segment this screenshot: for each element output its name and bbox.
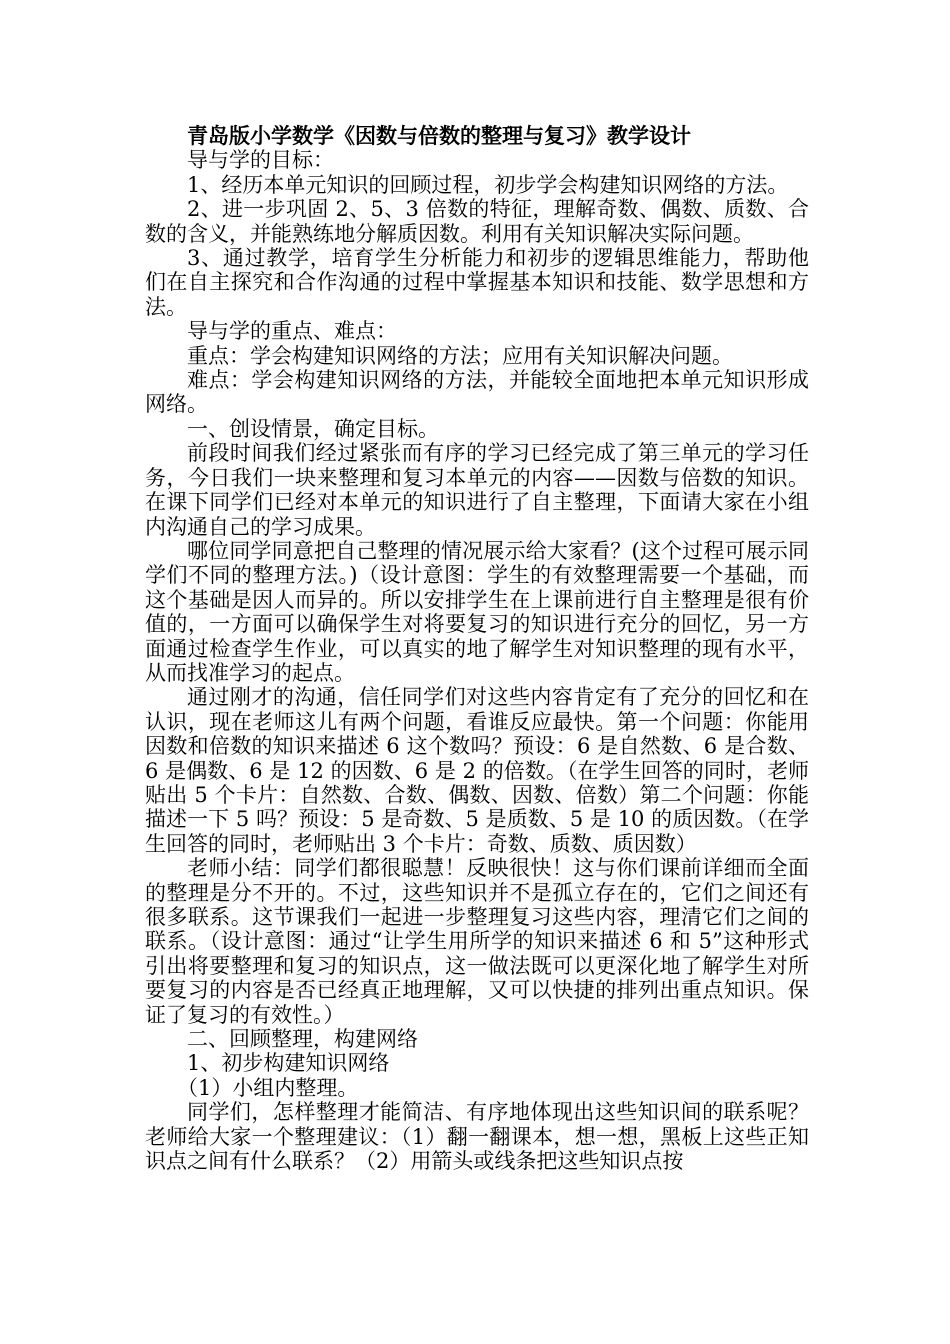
document-page: [145, 124, 809, 1173]
body-paragraph: 同学们，怎样整理才能简洁、有序地体现出这些知识间的联系呢？老师给大家一个整理建议：（1）翻一翻课本，想一想，黑板上这些正知识点之间有什么联系？（2）用箭头或线条把这些知识点按: [145, 1100, 809, 1174]
goal-item-3: 3、通过教学，培育学生分析能力和初步的逻辑思维能力，帮助他们在自主探究和合作沟通的过程中掌握基本知识和技能、数学思想和方法。: [145, 246, 809, 319]
goal-item-1: 1、经历本单元知识的回顾过程，初步学会构建知识网络的方法。: [187, 172, 789, 197]
body-paragraph: 老师小结：同学们都很聪慧！反映很快！这与你们课前详细而全面的整理是分不开的。不过，这些知识并不是孤立存在的，它们之间还有很多联系。这节课我们一起进一步整理复习这些内容，理清它们之间的联系。（设计意图：通过“让学生用所学的知识来描述 6 和 5”这种形式引出将要整理和复习的知识点，这一做法既可以更深化地了解学生对所要复习的内容是否已经真正地理解，又可以快捷的排列出重点知识。保证了复习的有效性。）: [145, 856, 809, 1027]
section-heading-1: 一、创设情景，确定目标。: [187, 416, 439, 441]
key-point-paragraph: 重点：学会构建知识网络的方法；应用有关知识解决问题。: [187, 343, 733, 368]
difficult-point-paragraph: 难点：学会构建知识网络的方法，并能较全面地把本单元知识形成网络。: [145, 368, 809, 417]
subsection-heading: （1）小组内整理。: [177, 1075, 359, 1100]
section-heading-goals: 导与学的目标：: [187, 148, 334, 173]
body-paragraph: 前段时间我们经过紧张而有序的学习已经完成了第三单元的学习任务，今日我们一块来整理和复习本单元的内容——因数与倍数的知识。在课下同学们已经对本单元的知识进行了自主整理，下面请大家在小组内沟通自己的学习成果。: [145, 441, 809, 539]
section-heading-key-points: 导与学的重点、难点：: [187, 319, 397, 344]
subsection-heading: 1、初步构建知识网络: [187, 1051, 390, 1076]
body-paragraph: 通过刚才的沟通，信任同学们对这些内容肯定有了充分的回忆和在认识，现在老师这儿有两个问题，看谁反应最快。第一个问题：你能用因数和倍数的知识来描述 6 这个数吗？预设：6 是自然数、6 是合数、6 是偶数、6 是 12 的因数、6 是 2 的倍数。（在学生回答的同时，老师贴出 5 个卡片：自然数、合数、偶数、因数、倍数）第二个问题：你能描述一下 5 吗？预设：5 是奇数、5 是质数、5 是 10 的质因数。（在学生回答的同时，老师贴出 3 个卡片：奇数、质数、质因数）: [145, 685, 809, 856]
goal-item-2: 2、进一步巩固 2、5、3 倍数的特征，理解奇数、偶数、质数、合数的含义，并能熟练地分解质因数。利用有关知识解决实际问题。: [145, 197, 809, 246]
body-paragraph: 哪位同学同意把自己整理的情况展示给大家看？(这个过程可展示同学们不同的整理方法。)（设计意图：学生的有效整理需要一个基础，而这个基础是因人而异的。所以安排学生在上课前进行自主整理是很有价值的，一方面可以确保学生对将要复习的知识进行充分的回忆，另一方面通过检查学生作业，可以真实的地了解学生对知识整理的现有水平，从而找准学习的起点。: [145, 538, 809, 685]
section-heading-2: 二、回顾整理，构建网络: [187, 1027, 418, 1052]
document-title: 青岛版小学数学《因数与倍数的整理与复习》教学设计: [187, 123, 691, 148]
